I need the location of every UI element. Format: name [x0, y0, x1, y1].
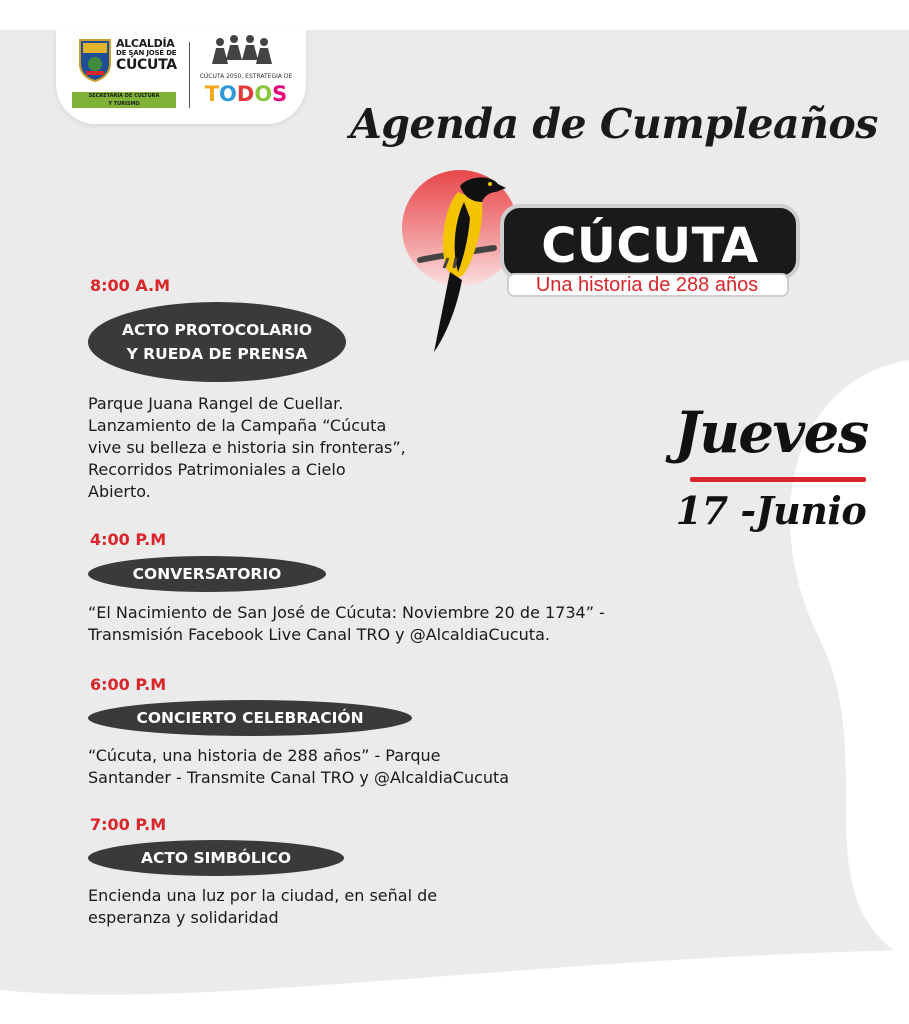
secretaria-line2: Y TURISMO — [108, 101, 140, 107]
event-desc-3-line2: Santander - Transmite Canal TRO y @AlcaldiaCucuta — [88, 768, 510, 787]
alcaldia-wordmark — [116, 38, 177, 73]
event-desc-4-line1: Encienda una luz por la ciudad, en señal de — [88, 886, 438, 905]
todos-letter-o2: O — [254, 82, 273, 106]
event-time-2: 4:00 P.M — [90, 530, 167, 549]
todos-letter-d: D — [236, 82, 255, 106]
coat-of-arms-icon — [78, 38, 112, 82]
event-desc-2-line2: Transmisión Facebook Live Canal TRO y @AlcaldiaCucuta. — [88, 625, 550, 644]
event-title-2: CONVERSATORIO — [88, 556, 326, 592]
alcaldia-line1: ALCALDÍA — [116, 37, 175, 50]
event-desc-1-line3: vive su belleza e historia sin fronteras”, — [88, 438, 406, 457]
event-time-1: 8:00 A.M — [90, 276, 171, 295]
alcaldia-line3: CÚCUTA — [116, 57, 177, 73]
event-desc-3-line1: “Cúcuta, una historia de 288 años” - Parque — [88, 746, 441, 765]
todos-letter-s: S — [272, 82, 288, 106]
logo-card — [56, 28, 306, 124]
day-label: Jueves — [674, 400, 868, 466]
event-desc-1-line2: Lanzamiento de la Campaña “Cúcuta — [88, 416, 387, 435]
event-desc-4-line2: esperanza y solidaridad — [88, 908, 279, 927]
people-group-icon — [206, 34, 278, 70]
event-desc-4 — [88, 885, 437, 929]
event-desc-2 — [88, 602, 605, 646]
event-desc-1-line4: Recorridos Patrimoniales a Cielo — [88, 460, 346, 479]
event-title-3: CONCIERTO CELEBRACIÓN — [88, 700, 412, 736]
day-underline — [690, 477, 866, 482]
event-time-3: 6:00 P.M — [90, 675, 167, 694]
date-label: 17 -Junio — [675, 488, 867, 533]
todos-wordmark — [196, 82, 296, 106]
secretaria-line1: SECRETARÍA DE CULTURA — [88, 93, 160, 99]
strategy-text: CÚCUTA 2050, ESTRATEGIA DE — [199, 73, 293, 80]
event-title-1-line2: Y RUEDA DE PRENSA — [126, 345, 308, 363]
alcaldia-line2: DE SAN JOSÉ DE — [116, 49, 177, 57]
event-time-4: 7:00 P.M — [90, 815, 167, 834]
event-desc-1 — [88, 393, 406, 503]
agenda-title: Agenda de Cumpleaños — [350, 100, 878, 148]
logo-divider — [189, 42, 190, 108]
event-desc-3 — [88, 745, 509, 789]
city-subtitle: Una historia de 288 años — [535, 274, 759, 296]
event-title-4: ACTO SIMBÓLICO — [88, 840, 344, 876]
event-desc-2-line1: “El Nacimiento de San José de Cúcuta: Noviembre 20 de 1734” - — [88, 603, 605, 622]
todos-letter-t: T — [204, 82, 220, 106]
secretaria-bar — [72, 92, 176, 108]
city-name: CÚCUTA — [541, 218, 759, 274]
event-title-1 — [88, 302, 346, 382]
event-desc-1-line5: Abierto. — [88, 482, 151, 501]
todos-letter-o: O — [219, 82, 237, 106]
event-title-1-line1: ACTO PROTOCOLARIO — [121, 321, 313, 339]
event-desc-1-line1: Parque Juana Rangel de Cuellar. — [88, 394, 344, 413]
